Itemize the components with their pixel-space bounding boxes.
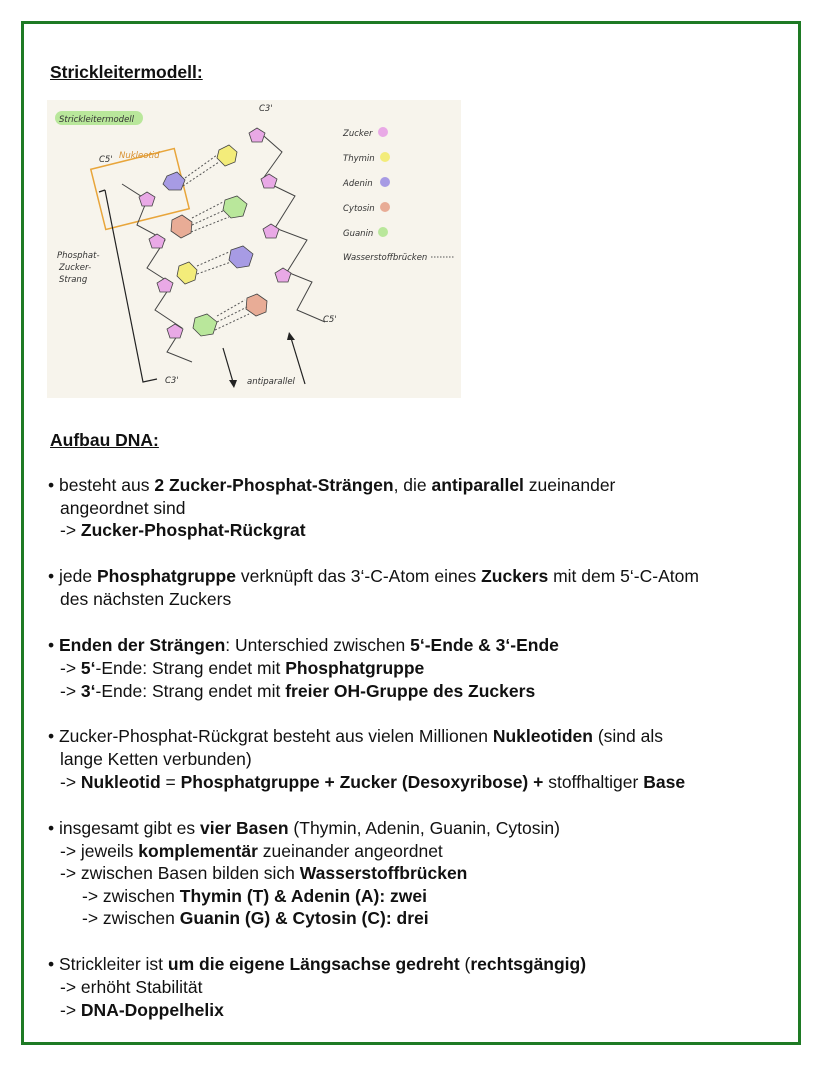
- bullet-4-line-2: lange Ketten verbunden): [60, 749, 252, 769]
- legend-swatch-thymin: [380, 152, 390, 162]
- label-c5-top: C5': [99, 155, 113, 165]
- bullet-4-line-3: -> Nukleotid = Phosphatgruppe + Zucker (Desoxyribose) + stoffhaltiger Base: [60, 772, 686, 792]
- bullet-5-line-3: -> zwischen Basen bilden sich Wasserstoffbrücken: [60, 863, 468, 883]
- bullet-5-line-4: -> zwischen Thymin (T) & Adenin (A): zwei: [82, 886, 427, 906]
- strand-label-1: Phosphat-: [57, 251, 100, 261]
- strand-label-2: Zucker-: [59, 263, 92, 273]
- dna-ladder-drawing: [47, 100, 461, 398]
- bullet-4-line-1: • Zucker-Phosphat-Rückgrat besteht aus vielen Millionen Nukleotiden (sind als: [48, 726, 664, 746]
- bullet-5-line-1: • insgesamt gibt es vier Basen (Thymin, Adenin, Guanin, Cytosin): [48, 818, 560, 838]
- label-c3-top: C3': [259, 104, 273, 114]
- label-antiparallel: antiparallel: [247, 377, 295, 387]
- dna-ladder-figure: [47, 100, 461, 398]
- legend-swatch-guanin: [378, 227, 388, 237]
- bullet-3-line-2: -> 5‘-Ende: Strang endet mit Phosphatgruppe: [60, 658, 425, 678]
- label-nukleotid: Nukleotid: [119, 151, 160, 161]
- legend: [342, 127, 455, 263]
- figure-tag: Strickleitermodell: [59, 115, 135, 125]
- heading-aufbau-dna: Aufbau DNA:: [50, 430, 159, 450]
- strand-label-3: Strang: [59, 275, 88, 285]
- legend-label-zucker: Zucker: [343, 129, 373, 139]
- heading-strickleitermodell: Strickleitermodell:: [50, 62, 203, 82]
- bullet-3-line-1: • Enden der Strängen: Unterschied zwischen 5‘-Ende & 3‘-Ende: [48, 635, 559, 655]
- bullet-2-line-1: • jede Phosphatgruppe verknüpft das 3‘-C-Atom eines Zuckers mit dem 5‘-C-Atom: [48, 566, 699, 586]
- legend-label-guanin: Guanin: [343, 229, 374, 239]
- label-c3-bottom: C3': [165, 376, 179, 386]
- label-c5-bottom: C5': [323, 315, 337, 325]
- bullet-5-line-5: -> zwischen Guanin (G) & Cytosin (C): drei: [82, 908, 429, 928]
- bullet-1-line-1: • besteht aus 2 Zucker-Phosphat-Strängen, die antiparallel zueinander: [48, 475, 616, 495]
- bullet-6-line-2: -> erhöht Stabilität: [60, 977, 203, 997]
- legend-label-adenin: Adenin: [343, 179, 373, 189]
- legend-swatch-zucker: [378, 127, 388, 137]
- legend-swatch-cytosin: [380, 202, 390, 212]
- bullet-6-line-3: -> DNA-Doppelhelix: [60, 1000, 224, 1020]
- bullet-6-line-1: • Strickleiter ist um die eigene Längsachse gedreht (rechtsgängig): [48, 954, 587, 974]
- bullet-3-line-3: -> 3‘-Ende: Strang endet mit freier OH-Gruppe des Zuckers: [60, 681, 536, 701]
- bullet-1-line-3: -> Zucker-Phosphat-Rückgrat: [60, 520, 306, 540]
- legend-swatch-adenin: [380, 177, 390, 187]
- bullet-2-line-2: des nächsten Zuckers: [60, 589, 232, 609]
- bullet-5-line-2: -> jeweils komplementär zueinander angeordnet: [60, 841, 443, 861]
- bullet-1-line-2: angeordnet sind: [60, 498, 186, 518]
- legend-label-wasserstoffbruecken: Wasserstoffbrücken: [343, 253, 428, 263]
- legend-label-thymin: Thymin: [343, 154, 375, 164]
- legend-label-cytosin: Cytosin: [343, 204, 375, 214]
